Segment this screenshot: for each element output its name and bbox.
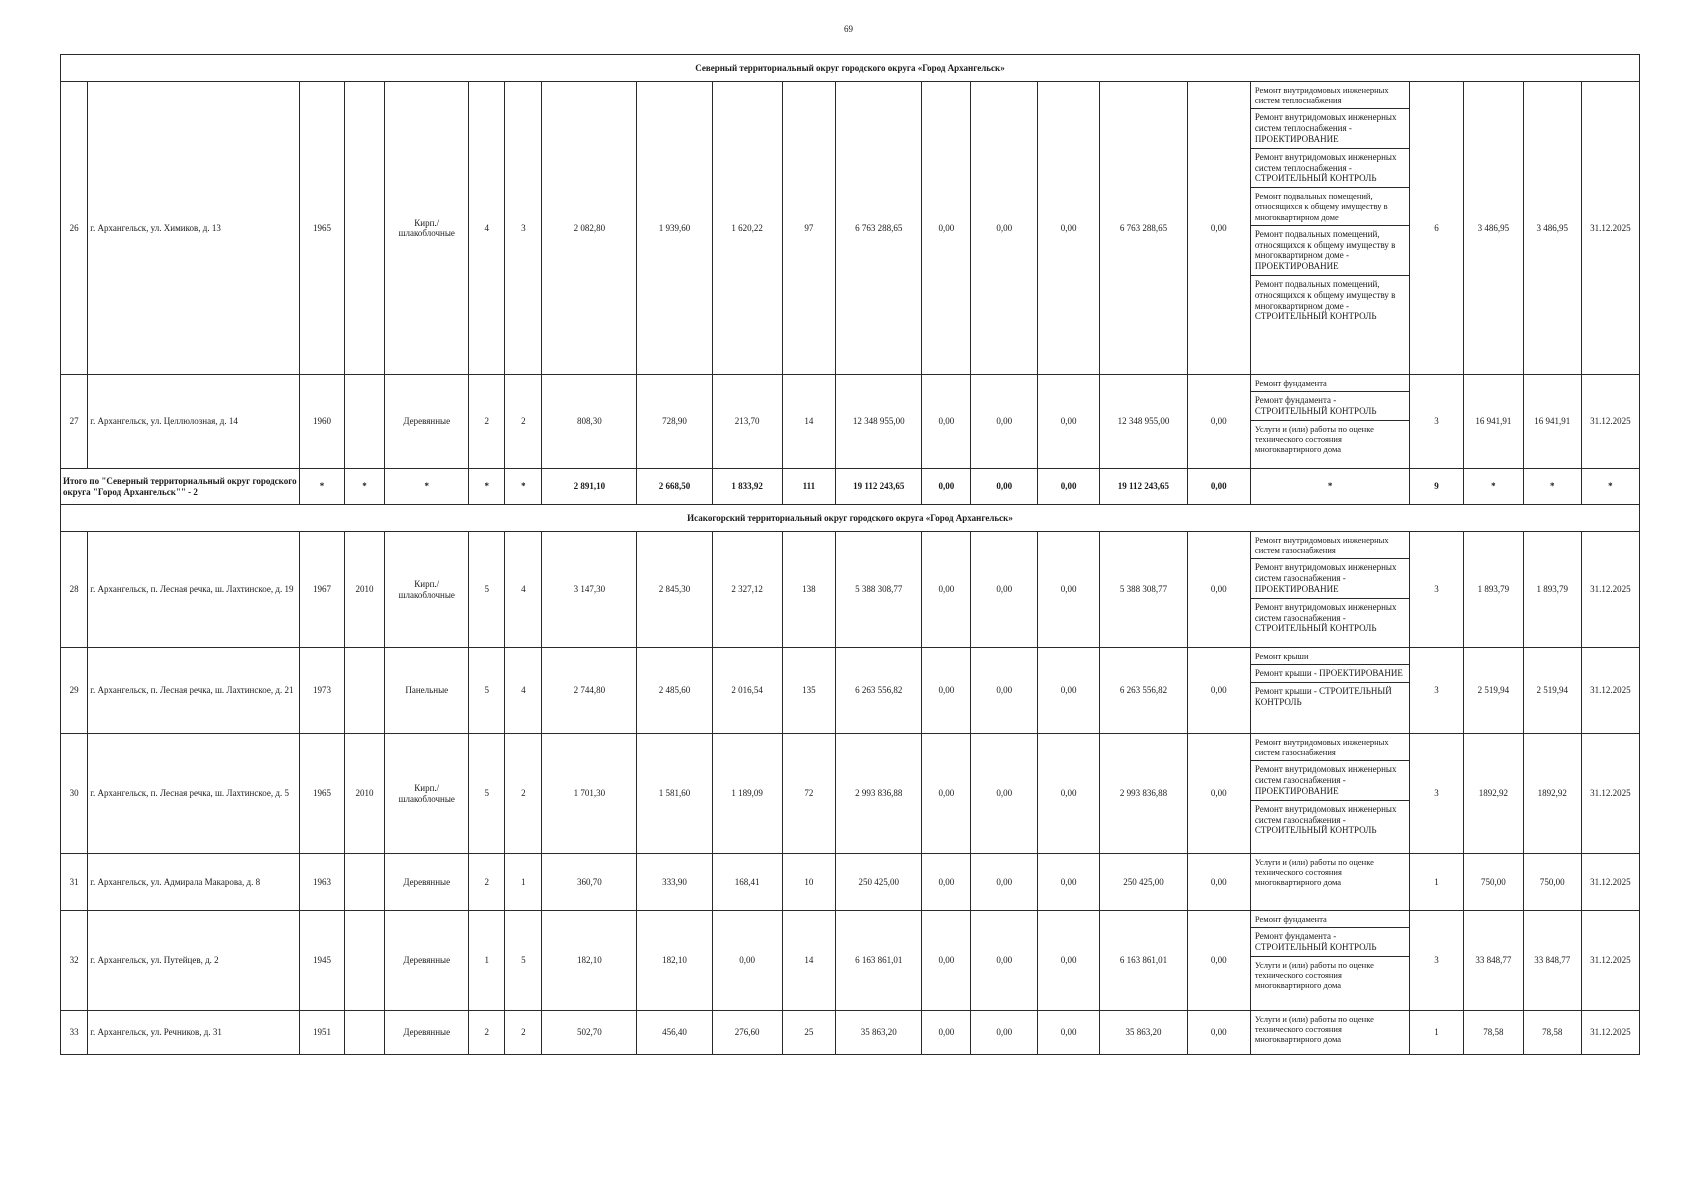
cost-other-cell: 0,00 (1187, 734, 1250, 854)
cost-owners-cell: 6 263 556,82 (1100, 648, 1187, 734)
cost-total-cell: 6 163 861,01 (836, 911, 922, 1011)
capital-repair-table (60, 54, 1640, 1055)
year-built-cell: 1973 (300, 648, 345, 734)
floors-cell: 2 (469, 854, 505, 911)
area-living-cell: 276,60 (712, 1011, 782, 1055)
cost-region-cell: 0,00 (971, 375, 1038, 469)
total-unit-cost: * (1463, 469, 1523, 505)
cost-local-cell: 0,00 (1038, 734, 1100, 854)
area-total-cell: 2 082,80 (542, 82, 637, 375)
row-number: 31 (61, 854, 88, 911)
year-reconstruction-cell (344, 375, 384, 469)
cost-fund-cell: 0,00 (922, 375, 971, 469)
cost-owners-cell: 2 993 836,88 (1100, 734, 1187, 854)
work-item: Ремонт фундамента (1251, 911, 1409, 928)
work-item: Ремонт подвальных помещений, относящихся к общему имуществу в многоквартирном доме (1251, 188, 1409, 226)
total-cost-region: 0,00 (971, 469, 1038, 505)
unit-cost-cell: 3 486,95 (1463, 82, 1523, 375)
total-year-reconstruction: * (344, 469, 384, 505)
max-unit-cost-cell: 78,58 (1523, 1011, 1581, 1055)
entrances-cell: 4 (505, 532, 542, 648)
floors-cell: 1 (469, 911, 505, 1011)
total-area-total: 2 891,10 (542, 469, 637, 505)
area-total-cell: 182,10 (542, 911, 637, 1011)
cost-region-cell: 0,00 (971, 648, 1038, 734)
work-item: Ремонт фундамента (1251, 375, 1409, 392)
total-year-built: * (300, 469, 345, 505)
total-cost-fund: 0,00 (922, 469, 971, 505)
section-header-row (61, 55, 1640, 82)
cost-fund-cell: 0,00 (922, 734, 971, 854)
year-built-cell: 1960 (300, 375, 345, 469)
deadline-cell: 31.12.2025 (1581, 734, 1639, 854)
walls-material-cell: Кирп./ шлакоблочные (385, 532, 469, 648)
area-premises-cell: 456,40 (637, 1011, 712, 1055)
cost-total-cell: 5 388 308,77 (836, 532, 922, 648)
work-item: Ремонт внутридомовых инженерных систем теплоснабжения - ПРОЕКТИРОВАНИЕ (1251, 109, 1409, 148)
cost-other-cell: 0,00 (1187, 82, 1250, 375)
table-row (61, 854, 1640, 911)
cost-other-cell: 0,00 (1187, 532, 1250, 648)
total-cost-owners: 19 112 243,65 (1100, 469, 1187, 505)
page-number: 69 (844, 24, 853, 34)
year-built-cell: 1967 (300, 532, 345, 648)
work-item: Ремонт внутридомовых инженерных систем газоснабжения - СТРОИТЕЛЬНЫЙ КОНТРОЛЬ (1254, 601, 1397, 634)
walls-material-cell: Кирп./ шлакоблочные (385, 734, 469, 854)
max-unit-cost-cell: 750,00 (1523, 854, 1581, 911)
total-residents: 111 (782, 469, 835, 505)
walls-material-cell: Деревянные (385, 854, 469, 911)
cost-owners-cell: 250 425,00 (1100, 854, 1187, 911)
walls-material-cell: Кирп./ шлакоблочные (385, 82, 469, 375)
area-premises-cell: 2 485,60 (637, 648, 712, 734)
walls-material-cell: Панельные (385, 648, 469, 734)
cost-other-cell: 0,00 (1187, 648, 1250, 734)
area-living-cell: 1 620,22 (712, 82, 782, 375)
address-cell: г. Архангельск, ул. Речников, д. 31 (88, 1011, 300, 1055)
cost-local-cell: 0,00 (1038, 648, 1100, 734)
total-row (61, 469, 1640, 505)
cost-local-cell: 0,00 (1038, 532, 1100, 648)
row-number: 33 (61, 1011, 88, 1055)
cost-fund-cell: 0,00 (922, 854, 971, 911)
cost-local-cell: 0,00 (1038, 82, 1100, 375)
address-cell: г. Архангельск, п. Лесная речка, ш. Лахтинское, д. 21 (88, 648, 300, 734)
total-works: * (1250, 469, 1409, 505)
works-count-cell: 3 (1410, 911, 1463, 1011)
area-total-cell: 360,70 (542, 854, 637, 911)
walls-material-cell: Деревянные (385, 1011, 469, 1055)
row-number: 26 (61, 82, 88, 375)
entrances-cell: 2 (505, 375, 542, 469)
work-item: Ремонт внутридомовых инженерных систем газоснабжения (1251, 532, 1409, 559)
table-row (61, 375, 1640, 469)
works-cell (1250, 82, 1409, 375)
entrances-cell: 2 (505, 1011, 542, 1055)
year-reconstruction-cell (344, 648, 384, 734)
works-cell (1250, 1011, 1409, 1055)
address-cell: г. Архангельск, ул. Целлюлозная, д. 14 (88, 375, 300, 469)
cost-region-cell: 0,00 (971, 532, 1038, 648)
address-cell: г. Архангельск, ул. Химиков, д. 13 (88, 82, 300, 375)
max-unit-cost-cell: 3 486,95 (1523, 82, 1581, 375)
residents-cell: 25 (782, 1011, 835, 1055)
cost-region-cell: 0,00 (971, 734, 1038, 854)
section-header-row (61, 505, 1640, 532)
area-premises-cell: 182,10 (637, 911, 712, 1011)
table-row (61, 911, 1640, 1011)
work-item: Ремонт подвальных помещений, относящихся к общему имуществу в многоквартирном доме - СТРОИТЕЛЬНЫЙ КОНТРОЛЬ (1254, 278, 1396, 322)
unit-cost-cell: 1892,92 (1463, 734, 1523, 854)
deadline-cell: 31.12.2025 (1581, 911, 1639, 1011)
max-unit-cost-cell: 1892,92 (1523, 734, 1581, 854)
work-item: Ремонт внутридомовых инженерных систем теплоснабжения (1251, 82, 1409, 109)
row-number: 27 (61, 375, 88, 469)
unit-cost-cell: 1 893,79 (1463, 532, 1523, 648)
walls-material-cell: Деревянные (385, 911, 469, 1011)
cost-owners-cell: 6 163 861,01 (1100, 911, 1187, 1011)
total-cost-total: 19 112 243,65 (836, 469, 922, 505)
year-built-cell: 1963 (300, 854, 345, 911)
area-living-cell: 0,00 (712, 911, 782, 1011)
cost-total-cell: 12 348 955,00 (836, 375, 922, 469)
residents-cell: 14 (782, 911, 835, 1011)
year-reconstruction-cell (344, 854, 384, 911)
area-premises-cell: 1 581,60 (637, 734, 712, 854)
total-walls: * (385, 469, 469, 505)
entrances-cell: 1 (505, 854, 542, 911)
entrances-cell: 4 (505, 648, 542, 734)
works-cell (1250, 911, 1409, 1011)
area-living-cell: 2 327,12 (712, 532, 782, 648)
work-item: Ремонт внутридомовых инженерных систем газоснабжения - СТРОИТЕЛЬНЫЙ КОНТРОЛЬ (1254, 803, 1397, 836)
area-living-cell: 168,41 (712, 854, 782, 911)
address-cell: г. Архангельск, ул. Путейцев, д. 2 (88, 911, 300, 1011)
year-built-cell: 1965 (300, 734, 345, 854)
cost-other-cell: 0,00 (1187, 375, 1250, 469)
work-item: Ремонт внутридомовых инженерных систем газоснабжения (1251, 734, 1409, 761)
table-row (61, 648, 1640, 734)
cost-region-cell: 0,00 (971, 911, 1038, 1011)
cost-fund-cell: 0,00 (922, 911, 971, 1011)
work-item: Услуги и (или) работы по оценке технического состояния многоквартирного дома (1254, 857, 1374, 888)
residents-cell: 72 (782, 734, 835, 854)
row-number: 30 (61, 734, 88, 854)
floors-cell: 2 (469, 1011, 505, 1055)
work-item: Услуги и (или) работы по оценке технического состояния многоквартирного дома (1254, 1014, 1374, 1045)
works-cell (1250, 734, 1409, 854)
area-living-cell: 2 016,54 (712, 648, 782, 734)
works-count-cell: 1 (1410, 854, 1463, 911)
area-premises-cell: 2 845,30 (637, 532, 712, 648)
address-cell: г. Архангельск, ул. Адмирала Макарова, д. 8 (88, 854, 300, 911)
entrances-cell: 5 (505, 911, 542, 1011)
work-item: Услуги и (или) работы по оценке технического состояния многоквартирного дома (1254, 959, 1374, 991)
total-area-premises: 2 668,50 (637, 469, 712, 505)
area-living-cell: 213,70 (712, 375, 782, 469)
total-max-unit-cost: * (1523, 469, 1581, 505)
work-item: Ремонт крыши (1251, 648, 1409, 665)
total-deadline: * (1581, 469, 1639, 505)
walls-material-cell: Деревянные (385, 375, 469, 469)
deadline-cell: 31.12.2025 (1581, 854, 1639, 911)
works-count-cell: 3 (1410, 648, 1463, 734)
cost-total-cell: 2 993 836,88 (836, 734, 922, 854)
work-item: Ремонт фундамента - СТРОИТЕЛЬНЫЙ КОНТРОЛЬ (1251, 928, 1409, 957)
total-works-count: 9 (1410, 469, 1463, 505)
floors-cell: 5 (469, 648, 505, 734)
cost-local-cell: 0,00 (1038, 911, 1100, 1011)
cost-total-cell: 6 763 288,65 (836, 82, 922, 375)
works-count-cell: 1 (1410, 1011, 1463, 1055)
year-reconstruction-cell (344, 911, 384, 1011)
cost-other-cell: 0,00 (1187, 854, 1250, 911)
cost-local-cell: 0,00 (1038, 1011, 1100, 1055)
section-title: Исакогорский территориальный округ городского округа «Город Архангельск» (61, 505, 1640, 532)
year-built-cell: 1965 (300, 82, 345, 375)
cost-fund-cell: 0,00 (922, 82, 971, 375)
works-count-cell: 3 (1410, 734, 1463, 854)
total-area-living: 1 833,92 (712, 469, 782, 505)
unit-cost-cell: 2 519,94 (1463, 648, 1523, 734)
table-row (61, 1011, 1640, 1055)
area-living-cell: 1 189,09 (712, 734, 782, 854)
work-item: Услуги и (или) работы по оценке технического состояния многоквартирного дома (1254, 423, 1374, 455)
total-cost-local: 0,00 (1038, 469, 1100, 505)
area-total-cell: 502,70 (542, 1011, 637, 1055)
cost-owners-cell: 6 763 288,65 (1100, 82, 1187, 375)
cost-fund-cell: 0,00 (922, 532, 971, 648)
unit-cost-cell: 78,58 (1463, 1011, 1523, 1055)
entrances-cell: 2 (505, 734, 542, 854)
works-cell (1250, 648, 1409, 734)
work-item: Ремонт крыши - ПРОЕКТИРОВАНИЕ (1251, 665, 1409, 683)
cost-total-cell: 250 425,00 (836, 854, 922, 911)
residents-cell: 10 (782, 854, 835, 911)
unit-cost-cell: 33 848,77 (1463, 911, 1523, 1011)
cost-other-cell: 0,00 (1187, 911, 1250, 1011)
work-item: Ремонт внутридомовых инженерных систем газоснабжения - ПРОЕКТИРОВАНИЕ (1251, 559, 1409, 598)
works-count-cell: 3 (1410, 532, 1463, 648)
cost-total-cell: 35 863,20 (836, 1011, 922, 1055)
cost-local-cell: 0,00 (1038, 854, 1100, 911)
max-unit-cost-cell: 33 848,77 (1523, 911, 1581, 1011)
unit-cost-cell: 16 941,91 (1463, 375, 1523, 469)
row-number: 29 (61, 648, 88, 734)
year-reconstruction-cell: 2010 (344, 734, 384, 854)
deadline-cell: 31.12.2025 (1581, 1011, 1639, 1055)
max-unit-cost-cell: 16 941,91 (1523, 375, 1581, 469)
address-cell: г. Архангельск, п. Лесная речка, ш. Лахтинское, д. 19 (88, 532, 300, 648)
cost-owners-cell: 35 863,20 (1100, 1011, 1187, 1055)
area-total-cell: 808,30 (542, 375, 637, 469)
area-premises-cell: 333,90 (637, 854, 712, 911)
section-title: Северный территориальный округ городского округа «Город Архангельск» (61, 55, 1640, 82)
works-count-cell: 3 (1410, 375, 1463, 469)
total-cost-other: 0,00 (1187, 469, 1250, 505)
area-total-cell: 1 701,30 (542, 734, 637, 854)
work-item: Ремонт крыши - СТРОИТЕЛЬНЫЙ КОНТРОЛЬ (1254, 685, 1392, 707)
deadline-cell: 31.12.2025 (1581, 648, 1639, 734)
floors-cell: 4 (469, 82, 505, 375)
cost-owners-cell: 12 348 955,00 (1100, 375, 1187, 469)
works-cell (1250, 532, 1409, 648)
address-cell: г. Архангельск, п. Лесная речка, ш. Лахтинское, д. 5 (88, 734, 300, 854)
area-premises-cell: 728,90 (637, 375, 712, 469)
residents-cell: 14 (782, 375, 835, 469)
row-number: 28 (61, 532, 88, 648)
work-item: Ремонт подвальных помещений, относящихся к общему имуществу в многоквартирном доме - ПРОЕКТИРОВАНИЕ (1251, 226, 1409, 276)
cost-region-cell: 0,00 (971, 854, 1038, 911)
area-total-cell: 2 744,80 (542, 648, 637, 734)
floors-cell: 5 (469, 532, 505, 648)
work-item: Ремонт внутридомовых инженерных систем теплоснабжения - СТРОИТЕЛЬНЫЙ КОНТРОЛЬ (1251, 149, 1409, 188)
year-reconstruction-cell (344, 82, 384, 375)
cost-fund-cell: 0,00 (922, 648, 971, 734)
total-entrances: * (505, 469, 542, 505)
residents-cell: 138 (782, 532, 835, 648)
row-number: 32 (61, 911, 88, 1011)
cost-other-cell: 0,00 (1187, 1011, 1250, 1055)
year-built-cell: 1951 (300, 1011, 345, 1055)
deadline-cell: 31.12.2025 (1581, 82, 1639, 375)
entrances-cell: 3 (505, 82, 542, 375)
max-unit-cost-cell: 1 893,79 (1523, 532, 1581, 648)
works-cell (1250, 854, 1409, 911)
table-row (61, 734, 1640, 854)
cost-local-cell: 0,00 (1038, 375, 1100, 469)
total-label: Итого по "Северный территориальный округ городского округа "Город Архангельск"" - 2 (61, 469, 300, 505)
table-row (61, 82, 1640, 375)
works-cell (1250, 375, 1409, 469)
residents-cell: 135 (782, 648, 835, 734)
year-built-cell: 1945 (300, 911, 345, 1011)
deadline-cell: 31.12.2025 (1581, 375, 1639, 469)
work-item: Ремонт внутридомовых инженерных систем газоснабжения - ПРОЕКТИРОВАНИЕ (1251, 761, 1409, 800)
area-total-cell: 3 147,30 (542, 532, 637, 648)
deadline-cell: 31.12.2025 (1581, 532, 1639, 648)
floors-cell: 2 (469, 375, 505, 469)
cost-fund-cell: 0,00 (922, 1011, 971, 1055)
cost-region-cell: 0,00 (971, 1011, 1038, 1055)
works-count-cell: 6 (1410, 82, 1463, 375)
year-reconstruction-cell: 2010 (344, 532, 384, 648)
max-unit-cost-cell: 2 519,94 (1523, 648, 1581, 734)
cost-region-cell: 0,00 (971, 82, 1038, 375)
cost-total-cell: 6 263 556,82 (836, 648, 922, 734)
residents-cell: 97 (782, 82, 835, 375)
work-item: Ремонт фундамента - СТРОИТЕЛЬНЫЙ КОНТРОЛЬ (1251, 392, 1409, 421)
year-reconstruction-cell (344, 1011, 384, 1055)
area-premises-cell: 1 939,60 (637, 82, 712, 375)
table-row (61, 532, 1640, 648)
unit-cost-cell: 750,00 (1463, 854, 1523, 911)
cost-owners-cell: 5 388 308,77 (1100, 532, 1187, 648)
floors-cell: 5 (469, 734, 505, 854)
total-floors: * (469, 469, 505, 505)
